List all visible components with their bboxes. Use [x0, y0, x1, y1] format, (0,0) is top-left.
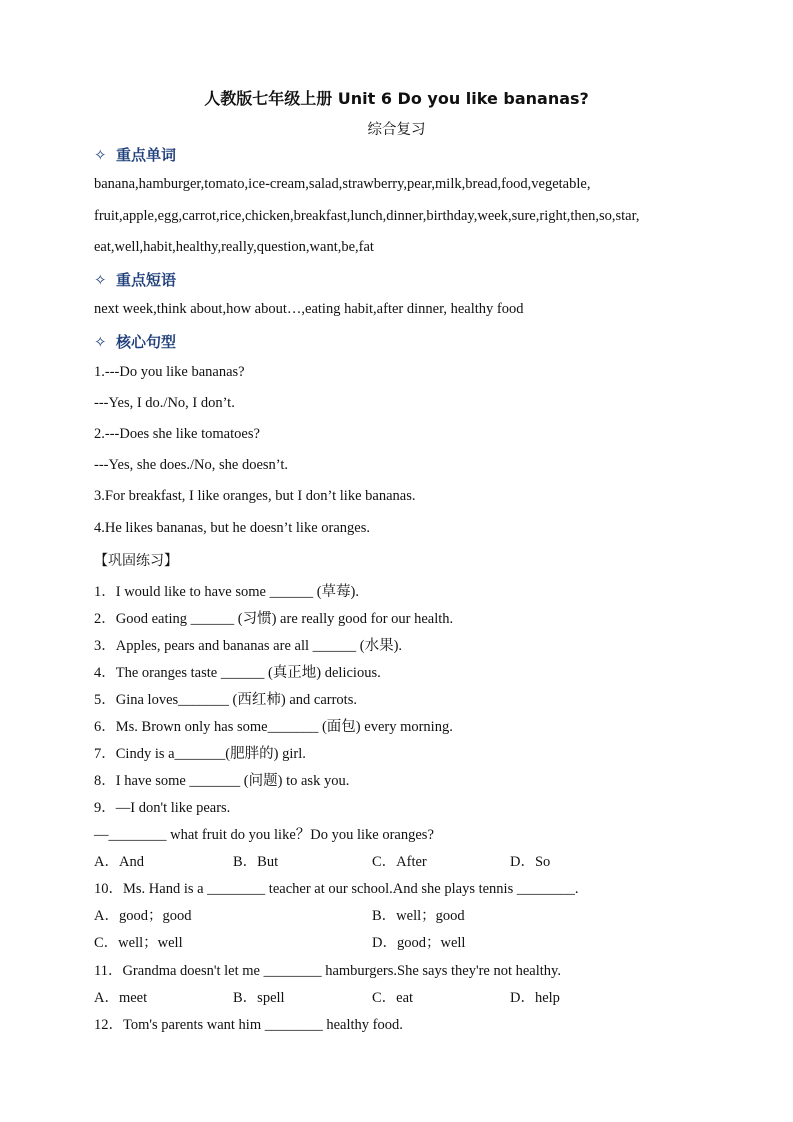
phrases-heading-text: 重点短语	[116, 271, 177, 289]
exercise-item-12: 12．Tom's parents want him ________ healthy food.	[94, 1017, 403, 1033]
sentence-line: 2.---Does she like tomatoes?	[94, 426, 260, 442]
q10-option-b: B．well；good	[372, 908, 465, 924]
sentences-heading-text: 核心句型	[116, 333, 177, 351]
words-heading	[94, 144, 176, 165]
exercise-item: 1．I would like to have some ______ (草莓).	[94, 584, 359, 600]
q9-option-b: B．But	[233, 854, 279, 870]
q11-option-c: C．eat	[372, 990, 414, 1006]
q9-option-d: D．So	[510, 854, 551, 870]
sentence-line: ---Yes, I do./No, I don’t.	[94, 395, 235, 411]
q9-option-a: A．And	[94, 854, 144, 870]
diamond-star-icon: ✧	[94, 271, 107, 289]
q10-option-c: C．well；well	[94, 935, 183, 951]
diamond-star-icon: ✧	[94, 146, 107, 164]
words-line: eat,well,habit,healthy,really,question,want,be,fat	[94, 239, 374, 255]
exercise-item-10: 10．Ms. Hand is a ________ teacher at our school.And she plays tennis ________.	[94, 881, 579, 897]
exercise-item: 2．Good eating ______ (习惯) are really good for our health.	[94, 611, 454, 627]
exercise-item: 8．I have some _______ (问题) to ask you.	[94, 773, 350, 789]
exercise-item: 5．Gina loves_______ (西红柿) and carrots.	[94, 692, 357, 708]
q11-option-b: B．spell	[233, 990, 285, 1006]
q10-option-d: D．good；well	[372, 935, 466, 951]
exercise-item: 4．The oranges taste ______ (真正地) delicious.	[94, 665, 381, 681]
exercise-item: 9．—I don't like pears.	[94, 800, 231, 816]
words-heading-text: 重点单词	[116, 146, 177, 164]
sentence-line: ---Yes, she does./No, she doesn’t.	[94, 457, 288, 473]
sentence-line: 1.---Do you like bananas?	[94, 364, 245, 380]
q9-option-c: C．After	[372, 854, 427, 870]
words-line: banana,hamburger,tomato,ice-cream,salad,strawberry,pear,milk,bread,food,vegetable,	[94, 176, 591, 192]
page-subtitle: 综合复习	[367, 122, 426, 138]
sentence-line: 4.He likes bananas, but he doesn’t like oranges.	[94, 520, 370, 536]
sentence-line: 3.For breakfast, I like oranges, but I don’t like bananas.	[94, 488, 416, 504]
exercise-item-11: 11．Grandma doesn't let me ________ hamburgers.She says they're not healthy.	[94, 963, 561, 979]
exercise-item: 7．Cindy is a_______(肥胖的) girl.	[94, 746, 306, 762]
words-line: fruit,apple,egg,carrot,rice,chicken,breakfast,lunch,dinner,birthday,week,sure,right,then,so,star,	[94, 208, 640, 224]
diamond-star-icon: ✧	[94, 333, 107, 351]
phrases-line: next week,think about,how about…,eating habit,after dinner, healthy food	[94, 301, 524, 317]
q11-option-d: D．help	[510, 990, 560, 1006]
exercise-item: 3．Apples, pears and bananas are all ______ (水果).	[94, 638, 403, 654]
q11-option-a: A．meet	[94, 990, 148, 1006]
sentences-heading	[94, 331, 176, 352]
page-title: 人教版七年级上册 Unit 6 Do you like bananas?	[204, 89, 589, 108]
exercise-item: —________ what fruit do you like？Do you like oranges?	[94, 827, 434, 843]
q10-option-a: A．good；good	[94, 908, 192, 924]
exercise-heading: 【巩固练习】	[94, 553, 178, 569]
exercise-item: 6．Ms. Brown only has some_______ (面包) every morning.	[94, 719, 453, 735]
phrases-heading	[94, 269, 176, 290]
